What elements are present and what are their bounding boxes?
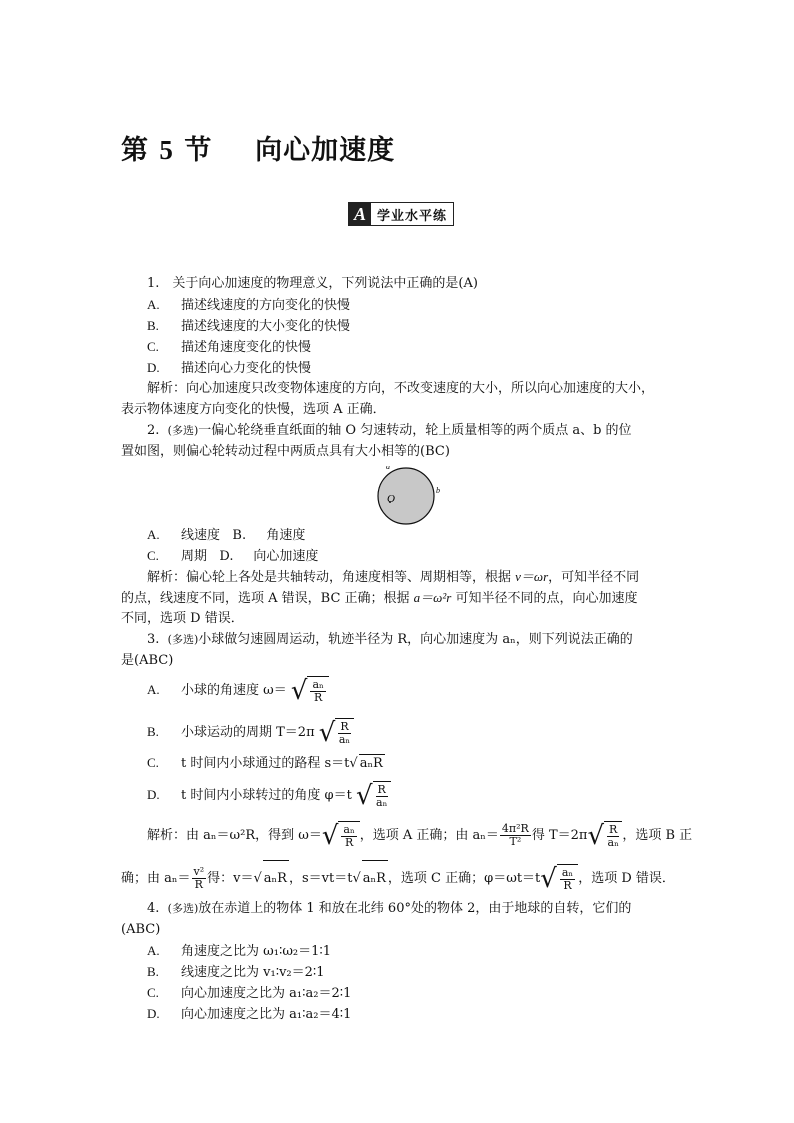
q4-stem-line2: (ABC) xyxy=(121,922,161,937)
q4-option-a: A. 角速度之比为 ω₁∶ω₂＝1∶1 xyxy=(147,943,332,959)
q2-options-row1: A. 线速度 B. 角速度 xyxy=(147,527,306,543)
q3-stem-line2: 是(ABC) xyxy=(121,653,174,668)
q3-analysis-line2: 确；由 aₙ＝ $\frac{\text{v²}}{R}$ 得：v＝√ aₙR ，s＝vt＝t√ aₙR ，选项 C 正确；φ＝ωt＝t √ $\frac{\text{aₙ}}{R}$ ，选项 D 错误． xyxy=(121,860,675,897)
label-a: a xyxy=(386,466,390,471)
title-number: 5 xyxy=(159,135,174,165)
q1-stem: 1. 关于向心加速度的物理意义，下列说法中正确的是(A) xyxy=(147,276,478,291)
q1-analysis-line2: 表示物体速度方向变化的快慢，选项 A 正确． xyxy=(121,402,386,417)
eccentric-wheel-figure xyxy=(373,466,445,528)
badge-label: 学业水平练 xyxy=(377,208,448,224)
label-o: O xyxy=(387,493,395,505)
title-unit: 节 xyxy=(184,135,213,166)
q2-stem-line1: 2. (多选)一偏心轮绕垂直纸面的轴 O 匀速转动，轮上质量相等的两个质点 a、b 的位 xyxy=(147,423,632,438)
q1-option-a: A. 描述线速度的方向变化的快慢 xyxy=(147,297,351,313)
q2-analysis-line1: 解析：偏心轮上各处是共轴转动，角速度相等、周期相等，根据 v＝ωr，可知半径不同 xyxy=(147,569,640,585)
q3-analysis-line1: 解析：由 aₙ＝ω²R，得到 ω＝ √ $\frac{\text{aₙ}}{R}$ ，选项 A 正确；由 aₙ＝ $\frac{\text{4π²R}}{\text{T²}}$ 得 T＝2π √ $\frac{R}{\text{aₙ}}$ ，选项 B 正 xyxy=(147,820,693,851)
q1-option-d: D. 描述向心力变化的快慢 xyxy=(147,360,312,376)
badge-letter: A xyxy=(349,203,371,225)
q3-option-b: B. 小球运动的周期 T＝2π √ $\frac{R}{\text{aₙ}}$ xyxy=(147,714,354,751)
q1-analysis-line1: 解析：向心加速度只改变物体速度的方向，不改变速度的大小，所以向心加速度的大小， xyxy=(147,381,655,396)
q3-option-d: D. t 时间内小球转过的角度 φ＝t √ $\frac{R}{\text{aₙ}}$ xyxy=(147,777,391,814)
q1-option-b: B. 描述线速度的大小变化的快慢 xyxy=(147,318,351,334)
q1-option-c: C. 描述角速度变化的快慢 xyxy=(147,339,312,355)
q4-option-d: D. 向心加速度之比为 a₁∶a₂＝4∶1 xyxy=(147,1006,352,1022)
section-badge xyxy=(348,202,454,226)
title-name: 向心加速度 xyxy=(255,135,396,166)
q3-stem-line1: 3. (多选)小球做匀速圆周运动，轨迹半径为 R，向心加速度为 aₙ，则下列说法正确的 xyxy=(147,632,633,647)
q3-option-a: A. 小球的角速度 ω＝ √ $\frac{\text{aₙ}}{R}$ xyxy=(147,672,329,709)
q2-analysis-line3: 不同，选项 D 错误． xyxy=(121,611,244,626)
q4-option-c: C. 向心加速度之比为 a₁∶a₂＝2∶1 xyxy=(147,985,352,1001)
q2-stem-line2: 置如图，则偏心轮转动过程中两质点具有大小相等的(BC) xyxy=(121,444,450,459)
page-title xyxy=(121,128,395,167)
label-b: b xyxy=(436,486,440,495)
q2-analysis-line2: 的点，线速度不同，选项 A 错误，BC 正确；根据 a＝ω²r 可知半径不同的点，向心加速度 xyxy=(121,590,638,606)
q2-options-row2: C. 周期 D. 向心加速度 xyxy=(147,548,319,564)
q3-option-c: C. t 时间内小球通过的路程 s＝t√ aₙR xyxy=(147,755,383,771)
q4-option-b: B. 线速度之比为 v₁∶v₂＝2∶1 xyxy=(147,964,325,980)
q4-stem-line1: 4. (多选)放在赤道上的物体 1 和放在北纬 60°处的物体 2，由于地球的自转，它们的 xyxy=(147,901,632,916)
title-section: 第 xyxy=(121,135,149,166)
